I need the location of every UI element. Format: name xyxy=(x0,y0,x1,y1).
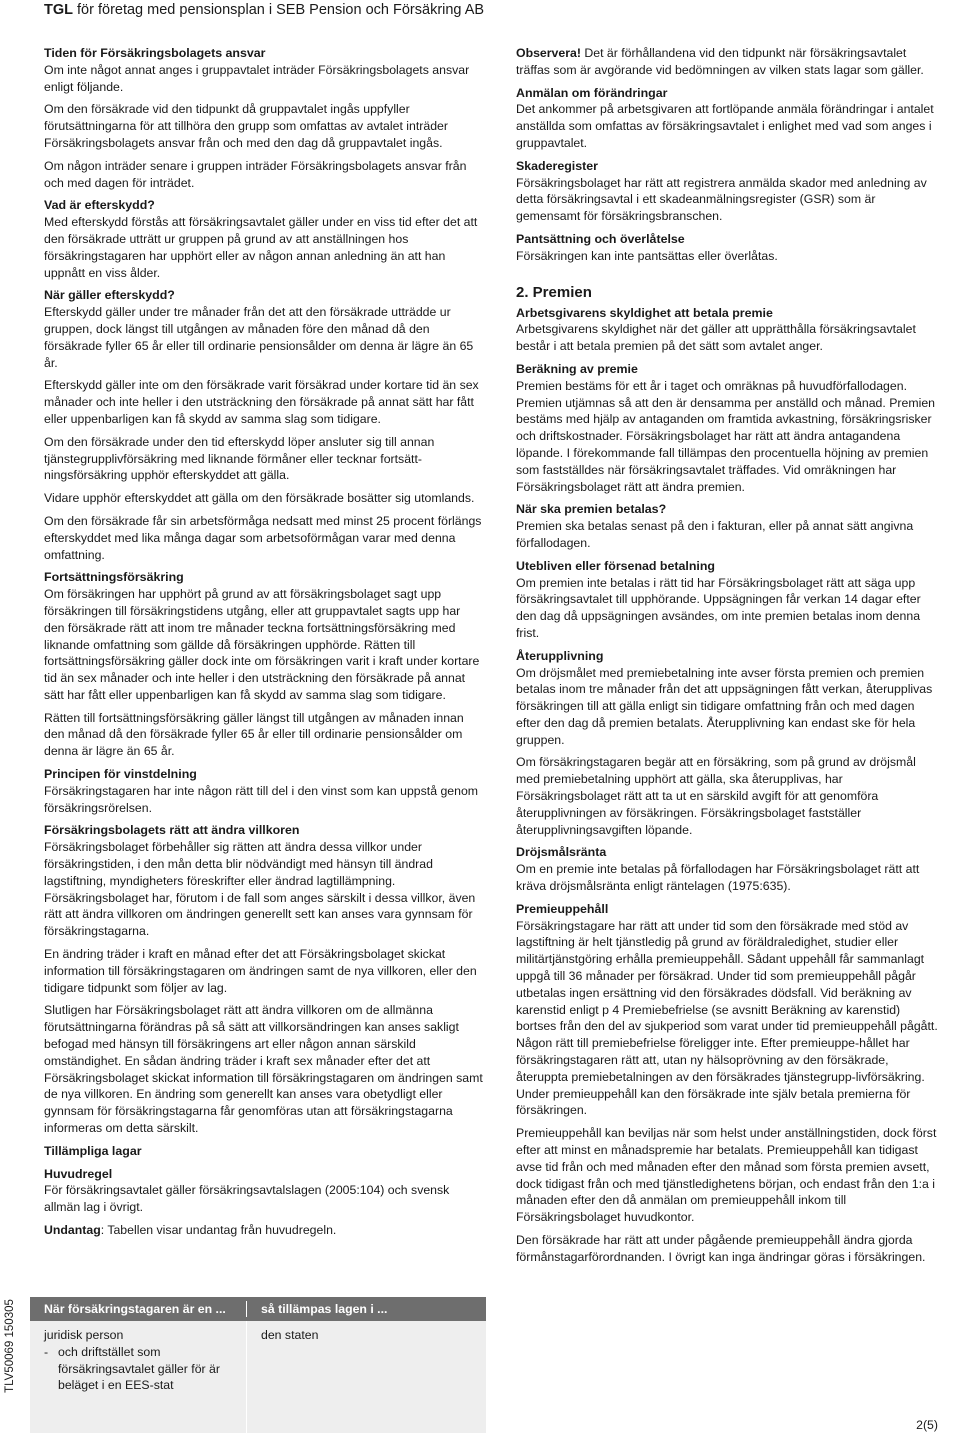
paragraph: En ändring träder i kraft en månad efter det att Försäkringsbolaget skickat information till försäkringstagaren om ändringen samt de nya villkoren, eller den tidigare tidpunkt som följer av lag. xyxy=(44,947,477,995)
section xyxy=(44,45,484,191)
paragraph: Om den försäkrade under den tid efterskydd löper ansluter sig till annan tjänstegrupplivförsäkring med liknande förmåner eller tecknar fortsätt-ningsförsäkring upphör efterskyddet att gälla. xyxy=(44,434,435,483)
table-cell: den staten xyxy=(246,1321,486,1433)
section-heading: Beräkning av premie xyxy=(516,361,638,376)
brand-label: TGL xyxy=(44,2,73,18)
table-header-cell: När försäkringstagaren är en ... xyxy=(44,1301,226,1316)
section xyxy=(516,305,941,355)
paragraph: För försäkringsavtalet gäller försäkringsavtalslagen (2005:104) och svensk allmän lag i övrigt. xyxy=(44,1183,450,1215)
section xyxy=(516,558,941,642)
paragraph: Efterskydd gäller inte om den försäkrade varit försäkrad under kortare tid än sex månader och inte heller i den utsträckning den försäkrade på annat sätt har fått eller uppenbarligen kan få skydd av samma slag som tidigare. xyxy=(44,378,479,426)
section-heading: Huvudregel xyxy=(44,1166,113,1181)
section-heading: Principen för vinstdelning xyxy=(44,767,197,782)
paragraph: Efterskydd gäller under tre månader från det att den försäkrade utträdde ur gruppen, dock längst till utgången av månaden före den månad då den försäkrade fyller 65 år eller till ordinarie pensionsålder om denna är lägre än 65 år. xyxy=(44,305,474,370)
section xyxy=(44,197,484,281)
section xyxy=(516,501,941,551)
section-heading: Anmälan om förändringar xyxy=(516,85,668,100)
section xyxy=(44,569,484,760)
section xyxy=(516,361,941,495)
section-heading: Skaderegister xyxy=(516,158,598,173)
page-number: 2(5) xyxy=(916,1418,938,1432)
paragraph: Om en premie inte betalas på förfallodagen har Försäkringsbolaget rätt att kräva dröjsmålsränta enligt räntelagen (1975:635). xyxy=(516,862,920,894)
table-cell xyxy=(30,1321,246,1433)
paragraph: Om premien inte betalas i rätt tid har Försäkringsbolaget rätt att säga upp försäkringsavtalet till upphörande. Uppsägningen får verkan 14 dagar efter den dag då uppsägningen avsändes, om inte premien betalas inom denna frist. xyxy=(516,575,921,640)
section-heading: Tiden för Försäkringsbolagets ansvar xyxy=(44,46,266,60)
paragraph: Det ankommer på arbetsgivaren att fortlöpande anmäla förändringar i antalet anställda som omfattas av försäkringsavtalet i enlighet med vad som anges i gruppavtalet. xyxy=(516,102,934,150)
exception-table xyxy=(30,1297,486,1433)
paragraph: Om dröjsmålet med premiebetalning inte avser första premien och premien betalas inom tre månader från det att uppsägningen fått verkan, återupplivas försäkringen till att gälla enligt sin tidigare omfattning från och med dagen efter den dag då premien betalats. Återupplivning kan endast ske för hela gruppen. xyxy=(516,665,933,747)
section xyxy=(44,822,484,1136)
section-heading: Arbetsgivarens skyldighet att betala premie xyxy=(516,305,773,320)
left-column xyxy=(44,45,484,1245)
observe-note xyxy=(516,45,941,79)
paragraph: Om försäkringstagaren begär att en försäkring, som på grund av dröjsmål med premiebetalning upphört att gälla, ska återupplivas, har Försäkringsbolaget rätt att ta ut en särskild avgift för att genomföra återupplivningen av försäkringen. Försäkringsbolaget fastställer återupplivningsavgiften löpande. xyxy=(516,755,916,837)
section xyxy=(44,1166,484,1216)
paragraph: Med efterskydd förstås att försäkringsavtalet gäller under en viss tid efter det att den försäkrade utträtt ur gruppen på grund av att anställningen hos försäkringstagaren har upphört eller av någon annan anledning än att han uppnått en viss ålder. xyxy=(44,215,478,280)
table-row xyxy=(30,1321,486,1433)
paragraph: Vidare upphör efterskyddet att gälla om den försäkrade bosätter sig utomlands. xyxy=(44,491,475,506)
section xyxy=(516,85,941,152)
table-cell-dash-line xyxy=(44,1344,246,1394)
observe-label: Observera! xyxy=(516,46,581,60)
section xyxy=(44,287,484,563)
exception-note xyxy=(44,1222,484,1239)
section xyxy=(516,158,941,225)
paragraph: Försäkringsbolaget har rätt att registrera anmälda skador med anledning av detta försäkringsavtal i ett skadeanmälningsregister (GSR) som är gemensamt för försäkringsbranschen. xyxy=(516,175,927,224)
paragraph xyxy=(516,45,941,79)
paragraph: Slutligen har Försäkringsbolaget rätt att ändra villkoren om de allmänna förutsättningarna förändras på så sätt att villkorsändringen kan anses sakligt befogad med hänsyn till försäkringens art eller någon annan särskild omständighet. En sådan ändring träder i kraft sex månader efter det att Försäkringsbolaget skickat information till försäkringstagaren om ändringen samt de nya villkoren. En ändring som generellt kan anses vara obetydligt eller gynnsam för försäkringstagarna får genomföras utan att försäkringstagarna informeras om detta särskilt. xyxy=(44,1003,483,1136)
paragraph: Om den försäkrade vid den tidpunkt då gruppavtalet ingås uppfyller förutsättningarna för att tillhöra den grupp som omfattas av avtalet inträder Försäkringsbolagets ansvar från och med den dag då gruppavtalet ingås. xyxy=(44,102,448,150)
paragraph: Premien ska betalas senast på den i fakturan, eller på annat sätt angivna förfallodagen. xyxy=(516,519,914,550)
header-title: för företag med pensionsplan i SEB Pension och Försäkring AB xyxy=(77,2,485,18)
document-header xyxy=(44,0,960,29)
section-heading: Vad är efterskydd? xyxy=(44,198,155,213)
section-heading: Premieuppehåll xyxy=(516,901,609,916)
paragraph: Den försäkrade har rätt att under pågående premieuppehåll ändra gjorda förmånstagarförordnanden. I övrigt kan inga ändringar göras i försäkringen. xyxy=(516,1233,926,1264)
paragraph: Om den försäkrade får sin arbetsförmåga nedsatt med minst 25 procent förlängs efterskyddet med lika många dagar som arbetsoförmågan varar med denna omfattning. xyxy=(44,513,482,562)
paragraph: Om någon inträder senare i gruppen inträder Försäkringsbolagets ansvar från och med dagen för inträdet. xyxy=(44,158,467,190)
section xyxy=(516,231,941,265)
section-heading: Pantsättning och överlåtelse xyxy=(516,231,685,246)
section-title: 2. Premien xyxy=(516,283,592,301)
paragraph: Premien bestäms för ett år i taget och omräknas på huvudförfallodagen. Premien utjämnas så att den är densamma per anställd och månad. Premien bestäms med hjälp av antaganden om framtida avkastning, försäkringsrisker och driftskostnader. Försäkringsbolaget har rätt att ändra antagandena löpande. I förekommande fall tillämpas den procentuella höjning av premien som fastställdes när försäkringsavtalet träffades. Vid omräkningen har Försäkringsbolaget rätt att ändra premien. xyxy=(516,378,935,494)
observe-text: Det är förhållandena vid den tidpunkt när försäkringsavtalet träffas som är avgörande vid bedömningen av vilken stats lagar som gäller. xyxy=(516,46,924,77)
section-heading: Dröjsmålsränta xyxy=(516,845,607,860)
paragraph: Premieuppehåll kan beviljas när som helst under anställningstiden, dock först efter att minst en månadspremie har betalats. Premieuppehåll kan tidigast avse tid från och med månaden efter den månad som första premien avsett, dock tidigast från och med tjänstledighetens början, och endast från den 1:a i månaden efter den då anmälan om premieuppehåll inkom till Försäkringsbolaget huvudkontor. xyxy=(516,1126,937,1225)
section-heading: Fortsättningsförsäkring xyxy=(44,570,184,585)
section xyxy=(44,766,484,816)
section xyxy=(516,901,941,1266)
paragraph: Försäkringsbolaget förbehåller sig rätten att ändra dessa villkor under försäkringstiden, i den mån detta blir nödvändigt med hänsyn till ändrad lagstiftning, myndigheters föreskrifter eller ändrad lagtillämpning. Försäkringsbolaget har, förutom i de fall som anges särskilt i dessa villkor, även rätt att ändra villkoren om ändringen generellt sett kan anses vara gynnsam för försäkringstagarna. xyxy=(44,840,476,939)
section-heading: Utebliven eller försenad betalning xyxy=(516,558,715,573)
section-heading: När ska premien betalas? xyxy=(516,502,667,517)
paragraph: Arbetsgivarens skyldighet när det gäller att upprätthålla försäkringsavtalet består i att betala premien på det sätt som avtalet anger. xyxy=(516,322,916,354)
section xyxy=(516,844,941,894)
section xyxy=(516,648,941,839)
table-header-row xyxy=(30,1297,486,1321)
paragraph: Försäkringen kan inte pantsättas eller överlåtas. xyxy=(516,248,778,263)
dash-marker: - xyxy=(44,1344,49,1359)
paragraph: Rätten till fortsättningsförsäkring gäller längst till utgången av månaden innan den månad då den försäkrade fyller 65 år eller till ordinarie pensionsålder om denna är lägre än 65 år. xyxy=(44,710,464,759)
document-code: TLV50069 150305 xyxy=(4,1299,16,1393)
section xyxy=(44,1143,484,1160)
paragraph: Försäkringstagare har rätt att under tid som den försäkrade med stöd av lagstiftning är helt tjänstledig på grund av föräldraledighet, studier eller militärtjänstgöring erhålla premieuppehåll. Sådant uppehåll får sammanlagt uppgå till 36 månader per försäkrad. Under tid som premieuppehåll pågår utbetalas ingen ersättning vid den försäkrades dödsfall. Vid beräkning av karenstid enligt p 4 Premiebefrielse (se avsnitt Beräkning av karenstid) bortses från den del av sjukperiod som varat under tid premieuppehåll pågått. Någon rätt till premiebefrielse föreligger inte. Efter premieuppe-hållet har försäkringstagaren rätt att, utan ny hälsoprövning av den försäkrade, återuppta premiebetalningen av den försäkrades tjänstegrupp-livförsäkring. Under premieuppehåll kan den försäkrade inte själv betala premierna för försäkringen. xyxy=(516,918,938,1118)
exception-label: Undantag xyxy=(44,1223,101,1237)
table-cell-text: juridisk person xyxy=(44,1328,124,1342)
section-heading: Återupplivning xyxy=(516,648,604,663)
table-header-cell: så tillämpas lagen i ... xyxy=(246,1301,486,1318)
table-cell-text: och driftstället som försäkringsavtalet gäller för är beläget i en EES-stat xyxy=(58,1344,220,1393)
section-heading: Tillämpliga lagar xyxy=(44,1143,142,1158)
paragraph: Om försäkringen har upphört på grund av att försäkringsbolaget sagt upp försäkringen till försäkringstidens utgång, eller att gruppavtalet sagts upp har den försäkrade rätt att inom tre månader teckna fortsättningsförsäkring med liknande omfattning som gällde då försäkringen upphörde. Rätten till fortsättningsförsäkring gäller dock inte om försäkringen varit i kraft under kortare tid än sex månader och inte heller i den utsträckning den försäkrade på annat sätt har fått eller uppenbarligen kan få skydd av samma slag som tidigare. xyxy=(44,587,480,702)
paragraph: Om inte något annat anges i gruppavtalet inträder Försäkringsbolagets ansvar enligt följande. xyxy=(44,62,470,94)
paragraph: Försäkringstagaren har inte någon rätt till del i den vinst som kan uppstå genom försäkringsrörelsen. xyxy=(44,783,479,815)
section-heading: När gäller efterskydd? xyxy=(44,288,175,303)
section-heading: Försäkringsbolagets rätt att ändra villkoren xyxy=(44,823,300,838)
exception-text: : Tabellen visar undantag från huvudregeln. xyxy=(100,1223,337,1237)
right-column xyxy=(516,45,941,1272)
